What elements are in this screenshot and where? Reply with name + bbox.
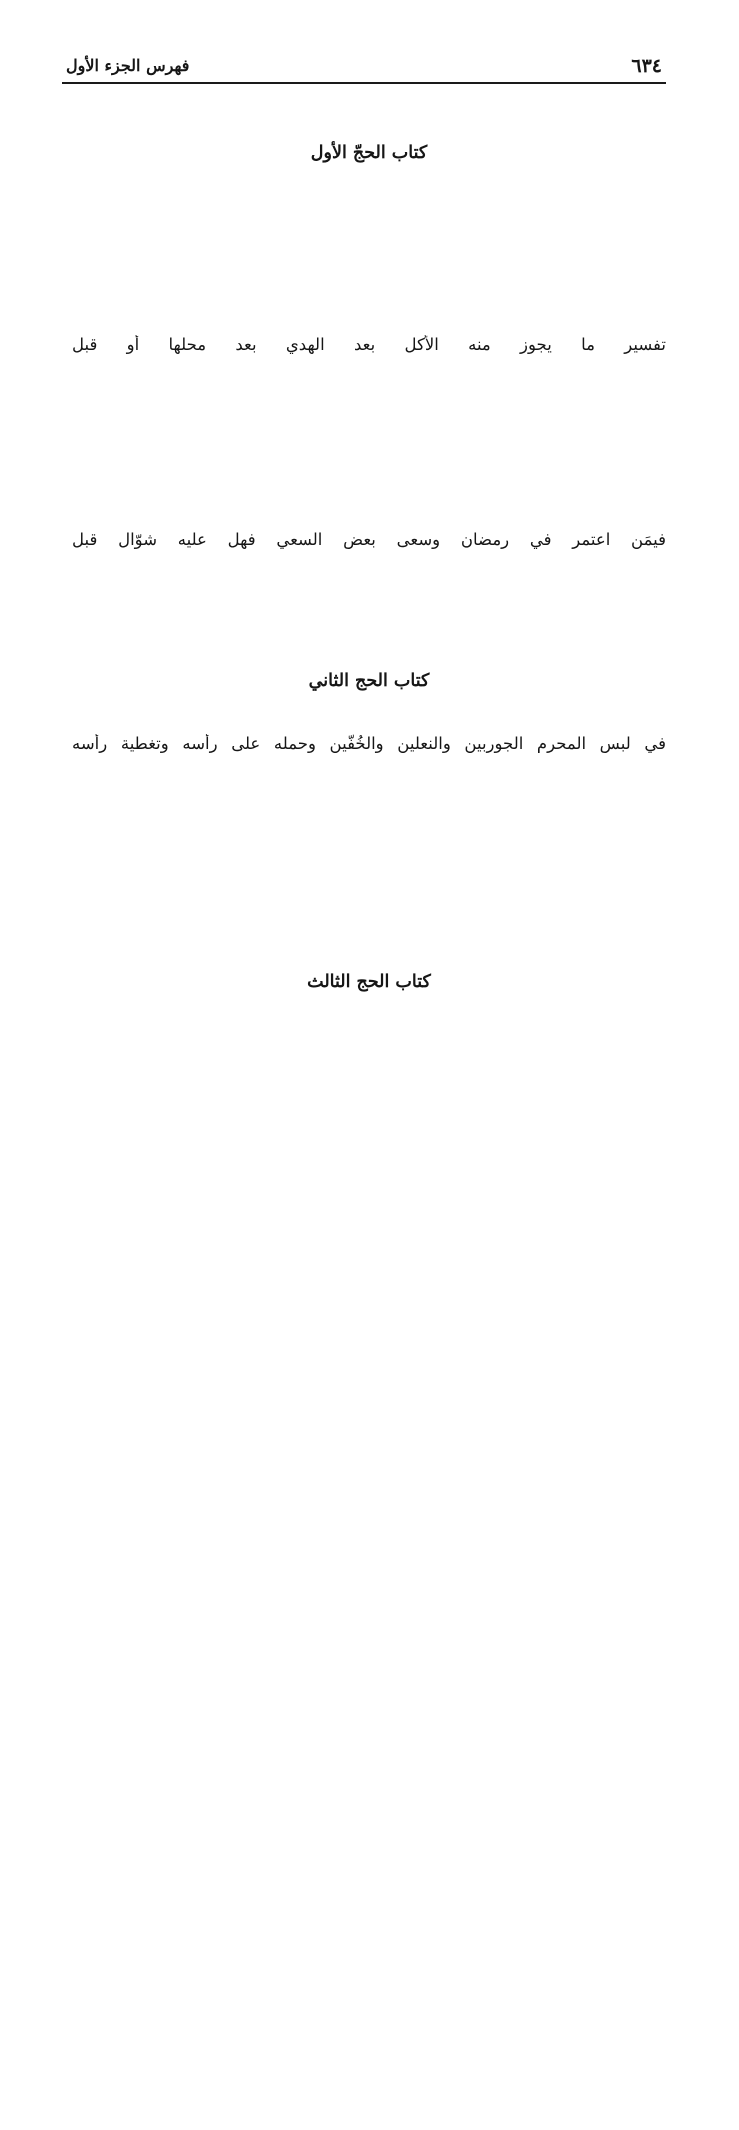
running-title: فهرس الجزء الأول (66, 56, 190, 75)
toc-entry (72, 99, 666, 131)
toc-entry (72, 303, 666, 335)
toc-entry (72, 863, 666, 895)
toc-entry (72, 433, 666, 465)
toc-entry (72, 798, 666, 830)
section-heading: كتاب الحج الثاني (308, 671, 430, 692)
toc-entry (72, 400, 666, 432)
section-heading: كتاب الحجّ الأول (310, 143, 428, 164)
toc-entry (72, 1035, 666, 1067)
toc-entry (72, 206, 666, 238)
toc-entry (72, 627, 666, 659)
entry-title: في لبس المحرم الجوربين والنعلين والخُفّين وحمله على رأسه وتغطية رأسه (72, 733, 666, 753)
toc-entry (72, 465, 666, 497)
table-of-contents (72, 99, 666, 1067)
toc-entry (72, 238, 666, 270)
page-number: ٦٣٤ (631, 55, 662, 77)
toc-entry (72, 173, 666, 205)
section-heading: كتاب الحج الثالث (307, 972, 431, 993)
toc-entry (72, 831, 666, 863)
toc-entry (72, 928, 666, 960)
toc-entry (72, 1002, 666, 1034)
entry-page-number (0, 1035, 658, 2130)
toc-entry (72, 368, 666, 400)
toc-entry (72, 766, 666, 798)
toc-entry (72, 594, 666, 626)
toc-entry (72, 896, 666, 928)
toc-entry (72, 562, 666, 594)
toc-entry (72, 497, 666, 529)
entry-title: تفسير ما يجوز منه الأكل بعد الهدي بعد محلها أو قبل (72, 335, 666, 355)
entry-title: فيمَن اعتمر في رمضان وسعى بعض السعي فهل عليه شوّال قبل (72, 529, 666, 549)
toc-entry (72, 701, 666, 733)
toc-entry (72, 271, 666, 303)
page-header (62, 50, 666, 84)
